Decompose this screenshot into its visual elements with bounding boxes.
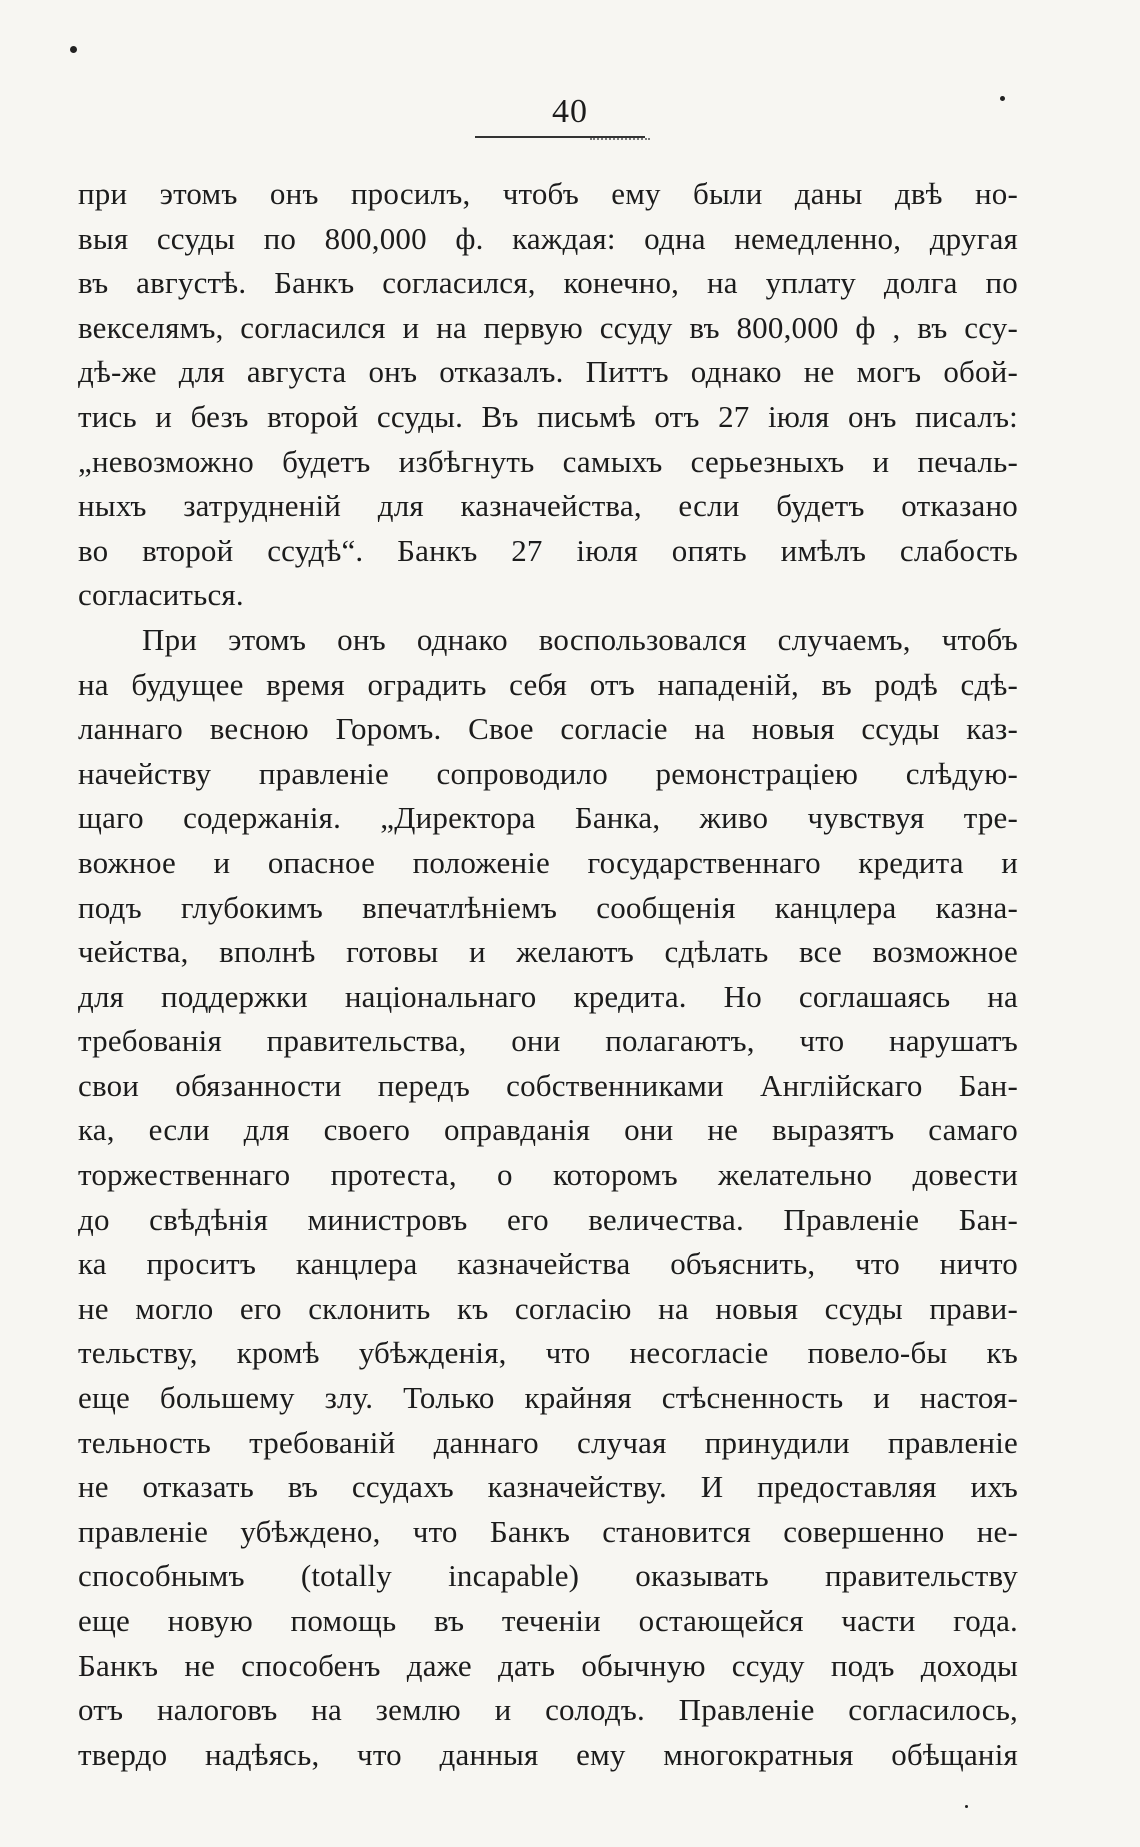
text-line: чейства, вполнѣ готовы и желаютъ сдѣлать все возможное: [78, 934, 1018, 970]
text-line: „невозможно будетъ избѣгнуть самыхъ серьезныхъ и печаль-: [78, 443, 1018, 479]
text-line: согласиться.: [78, 577, 244, 613]
text-line: тельность требованій даннаго случая принудили правленіе: [78, 1424, 1018, 1460]
text-line: При этомъ онъ однако воспользовался случаемъ, чтобъ: [142, 621, 1018, 657]
text-line: не отказать въ ссудахъ казначейству. И предоставляя ихъ: [78, 1469, 1018, 1505]
text-line: подъ глубокимъ впечатлѣніемъ сообщенія канцлера казна-: [78, 889, 1018, 925]
text-line: требованія правительства, они полагаютъ, что нарушатъ: [78, 1023, 1018, 1059]
text-line: при этомъ онъ просилъ, чтобъ ему были даны двѣ но-: [78, 176, 1018, 211]
text-line: тись и безъ второй ссуды. Въ письмѣ отъ 27 іюля онъ писалъ:: [78, 398, 1018, 434]
text-line: твердо надѣясь, что данныя ему многократныя обѣщанія: [78, 1736, 1018, 1772]
text-line: дѣ-же для августа онъ отказалъ. Питтъ однако не могъ обой-: [78, 354, 1018, 390]
text-line: ка проситъ канцлера казначейства объяснить, что ничто: [78, 1246, 1018, 1282]
text-line: ныхъ затрудненій для казначейства, если будетъ отказано: [78, 488, 1018, 524]
text-line: способнымъ (totally incapable) оказывать правительству: [78, 1558, 1018, 1594]
page-number: 40: [552, 93, 588, 130]
paragraph-1: [78, 172, 1018, 618]
text-line: тельству, кромѣ убѣжденія, что несогласіе повело-бы къ: [78, 1335, 1018, 1371]
text-line: правленіе убѣждено, что Банкъ становится совершенно не-: [78, 1513, 1018, 1549]
print-speck: [70, 46, 77, 53]
text-line: въ августѣ. Банкъ согласился, конечно, на уплату долга по: [78, 265, 1018, 301]
header-dotted-rule: [590, 138, 650, 144]
text-line: торжественнаго протеста, о которомъ желательно довести: [78, 1157, 1018, 1193]
text-line: во второй ссудѣ“. Банкъ 27 іюля опять имѣлъ слабость: [78, 532, 1018, 568]
text-line: свои обязанности передъ собственниками Англійскаго Бан-: [78, 1067, 1018, 1103]
text-line: не могло его склонить къ согласію на новыя ссуды прави-: [78, 1290, 1018, 1326]
text-line: щаго содержанія. „Директора Банка, живо чувствуя тре-: [78, 800, 1018, 836]
body-text: [78, 172, 1018, 1777]
text-line: выя ссуды по 800,000 ф. каждая: одна немедленно, другая: [78, 220, 1018, 256]
text-line: на будущее время оградить себя отъ нападеній, въ родѣ сдѣ-: [78, 666, 1018, 702]
text-line: вожное и опасное положеніе государственнаго кредита и: [78, 844, 1018, 880]
text-line: Банкъ не способенъ даже дать обычную ссуду подъ доходы: [78, 1647, 1018, 1683]
page-header: [0, 92, 1140, 152]
text-line: ка, если для своего оправданія они не выразятъ самаго: [78, 1112, 1018, 1148]
text-line: до свѣдѣнія министровъ его величества. Правленіе Бан-: [78, 1201, 1018, 1237]
text-line: начейству правленіе сопроводило ремонстраціею слѣдую-: [78, 755, 1018, 791]
text-line: еще большему злу. Только крайняя стѣсненность и настоя-: [78, 1380, 1018, 1416]
text-line: векселямъ, согласился и на первую ссуду въ 800,000 ф , въ ссу-: [78, 309, 1018, 345]
paragraph-2: [78, 618, 1018, 1777]
text-line: для поддержки національнаго кредита. Но соглашаясь на: [78, 978, 1018, 1014]
text-line: еще новую помощь въ теченіи остающейся части года.: [78, 1603, 1018, 1638]
text-line: ланнаго весною Горомъ. Свое согласіе на новыя ссуды каз-: [78, 711, 1018, 747]
text-line: отъ налоговъ на землю и солодъ. Правленіе согласилось,: [78, 1692, 1018, 1728]
print-speck: [965, 1805, 968, 1808]
